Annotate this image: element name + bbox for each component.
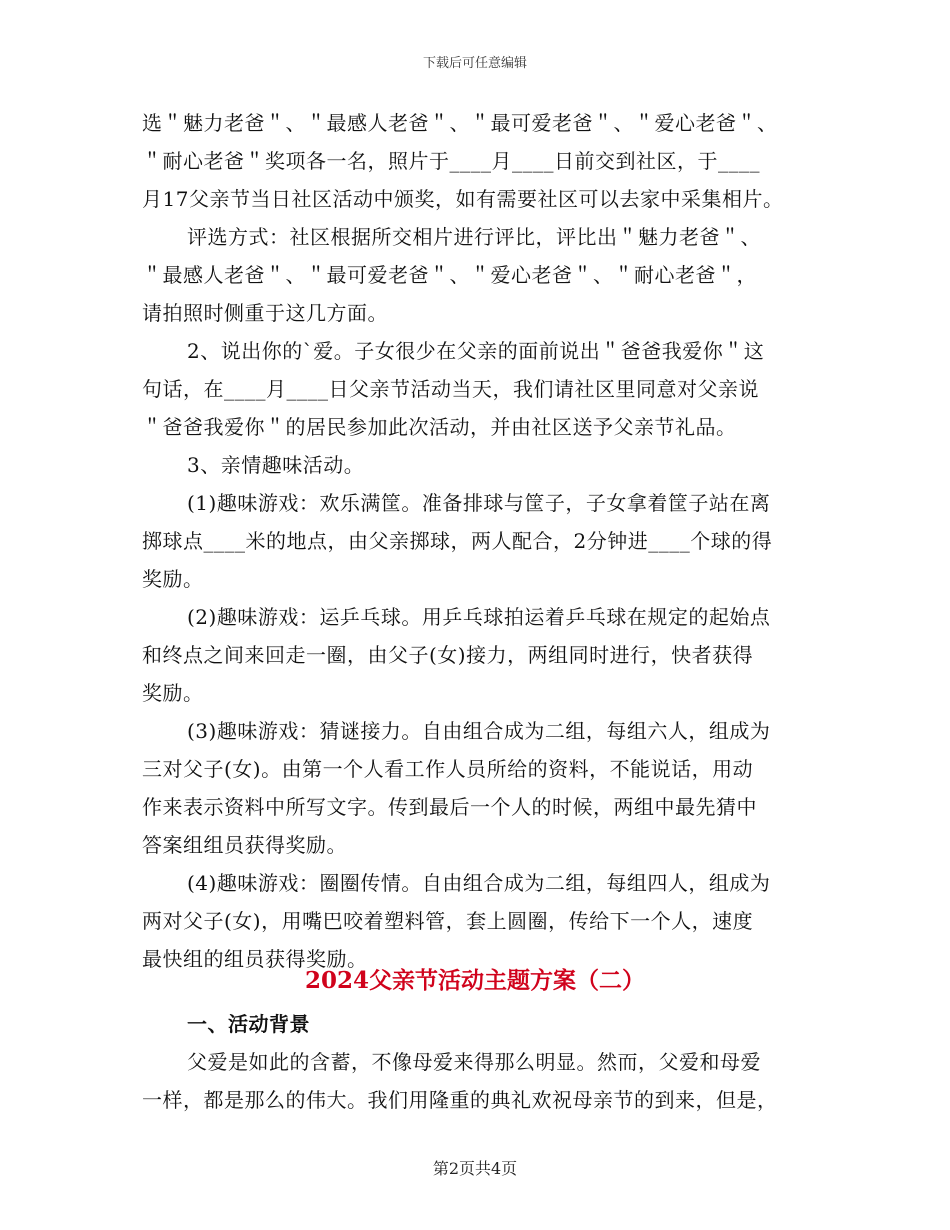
- text-line: 作来表示资料中所写文字。传到最后一个人的时候，两组中最先猜中: [142, 795, 757, 819]
- page-footer: 第2页共4页: [432, 1159, 518, 1178]
- text-line: 评选方式：社区根据所交相片进行评比，评比出＂魅力老爸＂、: [187, 225, 761, 249]
- text-line: 掷球点____米的地点，由父亲掷球，两人配合，2分钟进____个球的得: [142, 529, 773, 553]
- text-line: (3)趣味游戏：猜谜接力。自由组合成为二组，每组六人，组成为: [187, 719, 771, 743]
- text-line: 父爱是如此的含蓄，不像母爱来得那么明显。然而，父爱和母爱: [187, 1050, 761, 1074]
- text-line: 奖励。: [142, 567, 204, 591]
- section-title: 2024父亲节活动主题方案（二）: [304, 967, 645, 994]
- text-line: ＂最感人老爸＂、＂最可爱老爸＂、＂爱心老爸＂、＂耐心老爸＂，: [142, 263, 757, 287]
- text-line: (1)趣味游戏：欢乐满筐。准备排球与筐子，子女拿着筐子站在离: [187, 491, 771, 515]
- text-line: 选＂魅力老爸＂、＂最感人老爸＂、＂最可爱老爸＂、＂爱心老爸＂、: [142, 111, 778, 135]
- text-line: 月17父亲节当日社区活动中颁奖，如有需要社区可以去家中采集相片。: [142, 187, 784, 211]
- header-note: 下载后可任意编辑: [422, 56, 527, 71]
- text-line: ＂爸爸我爱你＂的居民参加此次活动，并由社区送予父亲节礼品。: [142, 415, 737, 439]
- text-line: (2)趣味游戏：运乒乓球。用乒乓球拍运着乒乓球在规定的起始点: [187, 605, 771, 629]
- text-line: 请拍照时侧重于这几方面。: [142, 301, 388, 325]
- text-line: 两对父子(女)，用嘴巴咬着塑料管，套上圆圈，传给下一个人，速度: [142, 909, 754, 933]
- subheading: 一、活动背景: [187, 1012, 310, 1036]
- text-line: 句话，在____月____日父亲节活动当天，我们请社区里同意对父亲说: [142, 377, 759, 401]
- section2-body: [142, 1005, 822, 1119]
- text-line: 奖励。: [142, 681, 204, 705]
- text-line: 3、亲情趣味活动。: [187, 453, 365, 477]
- text-line: ＂耐心老爸＂奖项各一名，照片于____月____日前交到社区，于____: [142, 149, 760, 173]
- document-body: [142, 104, 822, 978]
- text-line: 2、说出你的`爱。子女很少在父亲的面前说出＂爸爸我爱你＂这: [187, 339, 765, 363]
- text-line: 三对父子(女)。由第一个人看工作人员所给的资料，不能说话，用动: [142, 757, 754, 781]
- text-line: 一样，都是那么的伟大。我们用隆重的典礼欢祝母亲节的到来，但是，: [142, 1088, 778, 1112]
- text-line: (4)趣味游戏：圈圈传情。自由组合成为二组，每组四人，组成为: [187, 871, 771, 895]
- text-line: 答案组组员获得奖励。: [142, 833, 347, 857]
- text-line: 最快组的组员获得奖励。: [142, 947, 368, 971]
- text-line: 和终点之间来回走一圈，由父子(女)接力，两组同时进行，快者获得: [142, 643, 754, 667]
